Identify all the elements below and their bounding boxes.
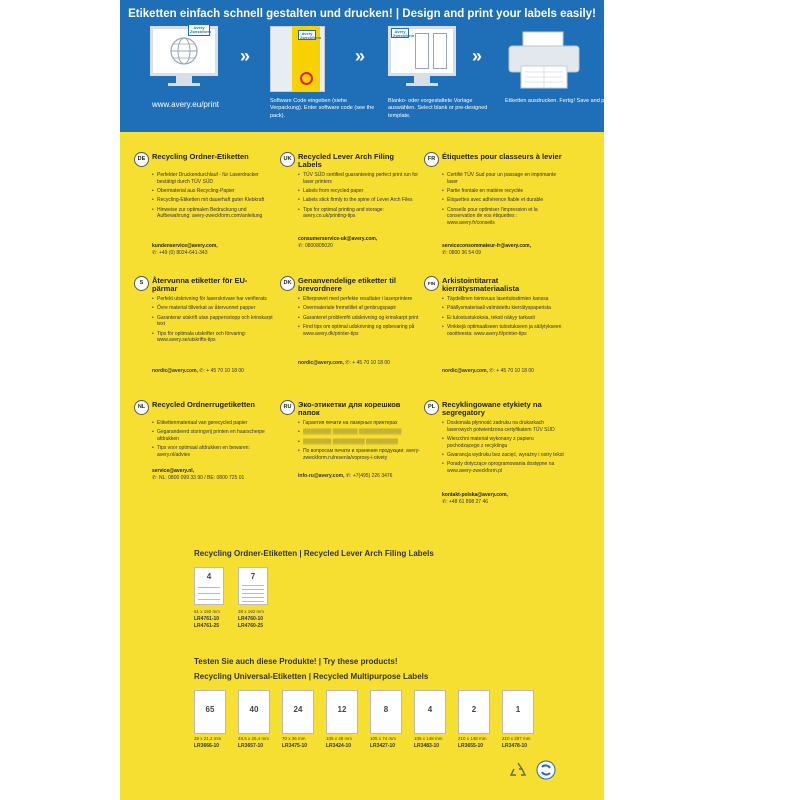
header-banner [120, 0, 614, 132]
list-item: • Partie frontale en matière recyclée [442, 188, 564, 195]
contact-phone: ✆: 0800805020 [298, 243, 333, 249]
phone-number: + 45 70 10 18 00 [352, 360, 390, 366]
label-sheet [238, 567, 268, 605]
phone-number: 0800 36 54 09 [448, 250, 481, 256]
lang-title: Arkistointitarrat kierrätysmateriaalista [442, 276, 520, 293]
list-item: • Perfekt utskrivning för laserskrivare har verifierats [152, 296, 274, 303]
lang-feature-list [152, 420, 274, 461]
phone-number: +49 (0) 8024-641-343 [158, 250, 208, 256]
sheet-count: 24 [293, 705, 303, 714]
label-sheet [414, 690, 446, 734]
phone-number: + 45 70 10 18 00 [206, 368, 244, 374]
avery-logo: Avery Zweckform [393, 29, 415, 39]
lang-block-ru [280, 400, 420, 510]
list-item: • Recycling-Etiketten mit dauerhaft guter Klebkraft [152, 197, 274, 204]
list-item: • Find tips om optimal udskrivning og opbevaring på www.avery.dk/printer-tips [298, 324, 420, 338]
list-item: • Overmateriale fremstillet af genbrugspapir [298, 305, 420, 312]
arrow-icon: » [472, 46, 483, 66]
green-dot-icon [536, 760, 556, 780]
template-preview [433, 33, 447, 69]
arrow-icon: » [240, 46, 251, 66]
product-code: LR3475-10 [282, 743, 308, 749]
list-item: • Obermaterial aus Recycling-Papier [152, 188, 274, 195]
lang-code-badge: DK [280, 276, 295, 291]
section-title-universal: Recycling Universal-Etiketten | Recycled Multipurpose Labels [194, 672, 429, 681]
lang-feature-list [152, 172, 274, 223]
sheet-size: 210 x 297 mm [502, 736, 531, 741]
list-item: • Labels stick firmly to the spine of Lever Arch Files [298, 197, 420, 204]
list-item: • Hinweise zur optimalen Bedruckung und Aufbewahrung: avery-zweckform.com/anleitung [152, 207, 274, 221]
contact-email[interactable]: info-ru@avery.com, [298, 473, 345, 479]
label-divider [198, 587, 220, 588]
list-item: • Garanterar utskrift utan pappersstopp och krinskarpt text [152, 315, 274, 329]
contact-line: nordic@avery.com, ✆: + 45 70 10 18 00 [298, 360, 390, 366]
label-divider [198, 593, 220, 594]
lang-block-uk [280, 152, 420, 264]
lang-title: Recycling Ordner-Etiketten [152, 152, 249, 161]
sheet-size: 38 x 21,2 mm [194, 736, 222, 741]
list-item: • Гарантия печати на лазерных принтерах [298, 420, 420, 427]
list-item: • Tips för optimala utskrifter och förvaring: www.avery.se/utskrifts-tips [152, 331, 274, 345]
lang-title: Recycled Lever Arch Filing Labels [298, 152, 395, 169]
list-item: • Porady dotyczące oprogramowania dostępne na www.avery-zweckform.pl [442, 461, 564, 475]
lang-feature-list [442, 420, 564, 477]
sheet-count: 7 [250, 572, 256, 581]
monitor-base [168, 83, 200, 86]
list-item: • Päällysmateriaali valmistettu kierrätyspaperista [442, 305, 564, 312]
list-item: • Vinkkejä optimaaliseen tulostukseen ja säilytykseen osoitteesta: www.avery.fi/printer-tips [442, 324, 564, 338]
lang-code-badge: DE [134, 152, 149, 167]
label-sheet [238, 690, 270, 734]
sheet-count: 2 [471, 705, 477, 714]
lang-block-pl [424, 400, 564, 510]
code-circle [300, 72, 313, 85]
sheet-size: 38 x 192 mm [238, 609, 265, 614]
contact-email[interactable]: service@avery.nl, [152, 468, 195, 474]
contact-email[interactable]: nordic@avery.com, [442, 368, 488, 374]
lang-block-fi [424, 276, 564, 386]
sheet-count: 1 [515, 705, 521, 714]
contact-line: info-ru@avery.com, ✆: +7(495) 226 3476 [298, 473, 393, 479]
sheet-size: 61 x 192 mm [194, 609, 221, 614]
label-divider [242, 601, 264, 602]
sheet-count: 4 [206, 572, 212, 581]
step-caption-1: Software Code eingeben (siehe Verpackung). Enter software code (see the pack). [270, 98, 375, 119]
lang-feature-list [152, 296, 274, 347]
list-item: • Perfekter Druckendurchlauf - für Laserdrucker bestätigt durch TÜV SÜD [152, 172, 274, 186]
lang-block-dk [280, 276, 420, 386]
list-item: • Certifié TÜV Sud pour un passage en imprimante laser [442, 172, 564, 186]
header-title: Etiketten einfach schnell gestalten und drucken! | Design and print your labels easily! [128, 8, 596, 20]
step-caption-3: Etiketten ausdrucken. Fertig! Save and print! [505, 98, 614, 104]
lang-code-badge: S [134, 276, 149, 291]
lang-block-de [134, 152, 274, 264]
sheet-count: 8 [383, 705, 389, 714]
template-preview [415, 33, 429, 69]
list-item: • Conseils pour optimiser l'impression et la conservation de vos étiquettes : www.avery.fr/conseils [442, 207, 564, 227]
list-item: • По вопросам печати и хранения продукции: avery-zweckform.ru/resenia/voprosy-i-otvety [298, 448, 420, 462]
lang-code-badge: FR [424, 152, 439, 167]
contact-phone: ✆: +49 (0) 8024-641-343 [152, 250, 208, 256]
section-title-try: Testen Sie auch diese Produkte! | Try these products! [194, 657, 398, 666]
lang-title: Recycled Ordnerrugetiketten [152, 400, 255, 409]
contact-email[interactable]: kontakt-polska@avery.com, [442, 492, 508, 498]
contact-line: nordic@avery.com, ✆: + 45 70 10 18 00 [442, 368, 534, 374]
list-item: • Gegarandeerd storingvrij printen en haarscherpe afdrukken [152, 429, 274, 443]
list-item: • Garanteret problemfri udskrivning og krinskarpt print [298, 315, 420, 322]
sheet-size: 210 x 148 mm [458, 736, 487, 741]
label-sheet [326, 690, 358, 734]
label-divider [242, 593, 264, 594]
label-sheet [194, 567, 224, 605]
avery-logo: Avery Zweckform [190, 25, 212, 35]
phone-number: +7(495) 226 3476 [352, 473, 393, 479]
printer-icon [505, 26, 585, 92]
contact-email[interactable]: kundenservice@avery.com, [152, 243, 218, 249]
label-sheet [282, 690, 314, 734]
website-url[interactable]: www.avery.eu/print [152, 100, 219, 109]
monitor-base [406, 83, 438, 86]
contact-line: nordic@avery.com, ✆: + 45 70 10 18 00 [152, 368, 244, 374]
label-package-back [120, 0, 614, 800]
list-item: • Tips for optimal printing and storage: avery.co.uk/printing-tips [298, 207, 420, 221]
list-item: • TÜV SÜD certified guaranteeing perfect print run for laser printers [298, 172, 420, 186]
product-code: LR4760-25 [238, 623, 264, 629]
sheet-size: 105 x 74 mm [370, 736, 397, 741]
list-item: • ▒▒▒▒▒▒▒▒ ▒▒▒▒▒▒▒▒▒ ▒▒▒▒▒▒▒▒▒ [298, 439, 420, 446]
list-item: • Täydellinen toimivuus lasertulostimien kanssa [442, 296, 564, 303]
sheet-count: 12 [337, 705, 347, 714]
product-code: LR3666-10 [194, 743, 220, 749]
lang-title: Эко-этикетки для корешков папок [298, 400, 401, 417]
lang-title: Recyklingowane etykiety na segregatory [442, 400, 542, 417]
list-item: • Gwarancja wydruku bez zacięć, wyraźny i ostry tekst [442, 452, 564, 459]
sheet-count: 65 [205, 705, 215, 714]
phone-number: + 45 70 10 18 00 [496, 368, 534, 374]
lang-block-nl [134, 400, 274, 510]
list-item: • Ei tulostustukoksia, teksti näkyy tarkasti [442, 315, 564, 322]
lang-feature-list [298, 172, 420, 223]
lang-feature-list [298, 296, 420, 340]
sheet-size: 70 x 36 mm [282, 736, 306, 741]
contact-phone: ✆: 0800 36 54 09 [442, 250, 481, 256]
contact-email[interactable]: nordic@avery.com, [298, 360, 344, 366]
section-title-ordner: Recycling Ordner-Etiketten | Recycled Lever Arch Filing Labels [194, 549, 434, 558]
lang-title: Étiquettes pour classeurs à levier [442, 152, 562, 161]
recycle-icon [508, 760, 528, 780]
lang-code-badge: PL [424, 400, 439, 415]
product-code: LR3657-10 [238, 743, 264, 749]
contact-phone: ✆: +48 61 898 27 46 [442, 499, 489, 505]
contact-phone: ✆: NL: 0800 099 33 90 / BE: 0800 725 01 [152, 475, 245, 481]
lang-code-badge: RU [280, 400, 295, 415]
list-item: • Tips voor optimaal afdrukken en bewaren: avery.nl/advies [152, 445, 274, 459]
product-code: LR3427-10 [370, 743, 396, 749]
lang-title: Genanvendelige etiketter til brevordnere [298, 276, 396, 293]
lang-title: Återvunna etiketter för EU-pärmar [152, 276, 248, 293]
arrow-icon: » [355, 46, 366, 66]
lang-code-badge: UK [280, 152, 295, 167]
lang-code-badge: NL [134, 400, 149, 415]
product-code: LR4760-10 [238, 616, 264, 622]
avery-logo: Avery Zweckform [300, 31, 322, 41]
list-item: • Wierzchni materiał wykonany z papieru pochodzącego z recyklingu [442, 436, 564, 450]
step-print [505, 26, 585, 126]
lang-feature-list [298, 420, 420, 464]
step-caption-2: Blanko- oder vorgestaltete Vorlage auswählen. Select blank or pre-designed template. [388, 98, 488, 119]
list-item: • Doskonała płynność zadruku na drukarkach laserowych potwierdzona certyfikatem TÜV SÜD [442, 420, 564, 434]
list-item: • Labels from recycled paper [298, 188, 420, 195]
sheet-size: 105 x 48 mm [326, 736, 353, 741]
label-divider [242, 589, 264, 590]
label-sheet [502, 690, 534, 734]
product-code: LR3478-10 [502, 743, 528, 749]
list-item: • Efterprøvet med perfekte resultater i laserprintere [298, 296, 420, 303]
step-website [150, 26, 220, 126]
product-code: LR4761-25 [194, 623, 220, 629]
lang-code-badge: FIN [424, 276, 439, 291]
product-code: LR3655-10 [458, 743, 484, 749]
lang-feature-list [442, 172, 564, 229]
label-divider [198, 599, 220, 600]
contact-email[interactable]: serviceconsommateur-fr@avery.com, [442, 243, 531, 249]
contact-email[interactable]: nordic@avery.com, [152, 368, 198, 374]
list-item: • ▒▒▒▒▒▒▒▒ ▒▒▒▒▒▒▒ ▒▒▒▒▒▒▒▒▒▒▒▒ [298, 429, 420, 436]
label-sheet [194, 690, 226, 734]
phone-number: +48 61 898 27 46 [448, 499, 489, 505]
list-item: • Étiquettes avec adhérence fiable et durable [442, 197, 564, 204]
sheet-count: 40 [249, 705, 259, 714]
label-divider [242, 597, 264, 598]
list-item: • Övre material tillverkat av återvunnet papper [152, 305, 274, 312]
sheet-size: 105 x 148 mm [414, 736, 443, 741]
lang-feature-list [442, 296, 564, 340]
lang-block-se [134, 276, 274, 386]
phone-number: 0800805020 [304, 243, 333, 249]
product-code: LR3483-10 [414, 743, 440, 749]
product-code: LR4761-10 [194, 616, 220, 622]
label-divider [242, 585, 264, 586]
phone-number: NL: 0800 099 33 90 / BE: 0800 725 01 [158, 475, 245, 481]
sheet-size: 48,5 x 25,4 mm [238, 736, 270, 741]
label-sheet [458, 690, 490, 734]
product-code: LR3424-10 [326, 743, 352, 749]
list-item: • Etikettenmateriaal van gerecycled papier [152, 420, 274, 427]
lang-block-fr [424, 152, 564, 264]
contact-email[interactable]: consumerservice-uk@avery.com, [298, 236, 378, 242]
sheet-count: 4 [427, 705, 433, 714]
label-sheet [370, 690, 402, 734]
